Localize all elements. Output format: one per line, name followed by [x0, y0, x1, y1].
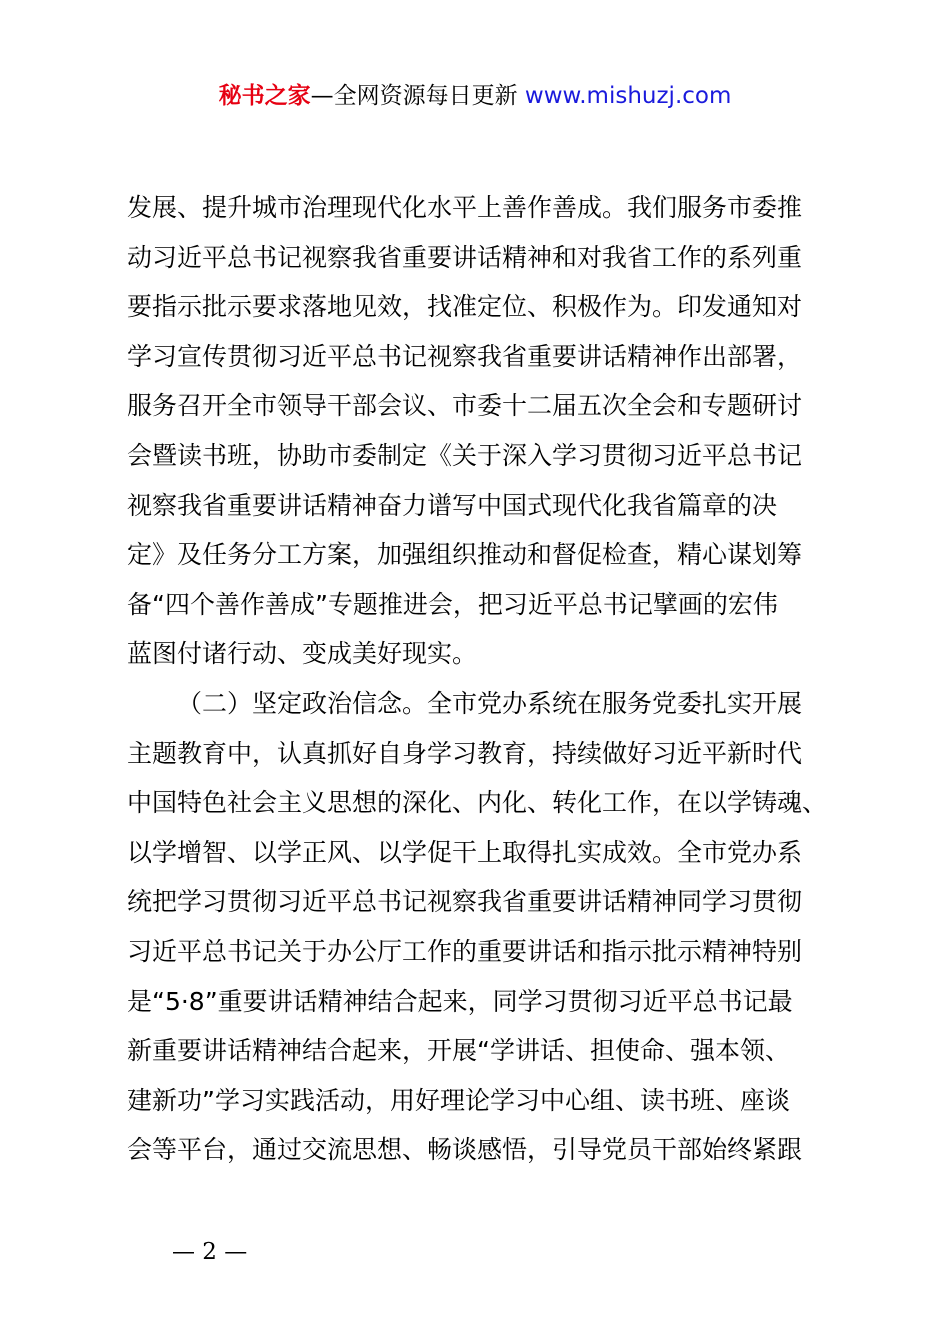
text-line: 统把学习贯彻习近平总书记视察我省重要讲话精神同学习贯彻 [127, 887, 803, 917]
text-line: 学习宣传贯彻习近平总书记视察我省重要讲话精神作出部署， [127, 341, 803, 371]
text-line: 以学增智、以学正风、以学促干上取得扎实成效。全市党办系 [127, 837, 803, 867]
text-line: 蓝图付诸行动、变成美好现实。 [127, 639, 478, 669]
text-line: 中国特色社会主义思想的深化、内化、转化工作，在以学铸魂、 [127, 788, 828, 818]
brand-name: 秘书之家 [218, 83, 311, 109]
header-tagline: —全网资源每日更新 [310, 83, 518, 109]
text-line: 动习近平总书记视察我省重要讲话精神和对我省工作的系列重 [127, 242, 803, 272]
document-body [127, 183, 837, 1175]
text-line: 新重要讲话精神结合起来，开展“学讲话、担使命、强本领、 [127, 1036, 790, 1066]
text-line: 主题教育中，认真抓好自身学习教育，持续做好习近平新时代 [127, 738, 803, 768]
text-line: 会暨读书班，协助市委制定《关于深入学习贯彻习近平总书记 [127, 440, 803, 470]
paragraph-first-line: （二）坚定政治信念。全市党办系统在服务党委扎实开展 [177, 688, 803, 718]
site-url-link[interactable]: www.mishuzj.com [524, 83, 732, 109]
text-line: 建新功”学习实践活动，用好理论学习中心组、读书班、座谈 [127, 1085, 790, 1115]
text-line: 定》及任务分工方案，加强组织推动和督促检查，精心谋划筹 [127, 540, 803, 570]
text-line: 视察我省重要讲话精神奋力谱写中国式现代化我省篇章的决 [127, 490, 778, 520]
page-header [0, 80, 950, 112]
text-line: 习近平总书记关于办公厅工作的重要讲话和指示批示精神特别 [127, 936, 803, 966]
text-line: 备“四个善作善成”专题推进会，把习近平总书记擘画的宏伟 [127, 589, 778, 619]
text-line: 要指示批示要求落地见效，找准定位、积极作为。印发通知对 [127, 292, 803, 322]
text-line: 发展、提升城市治理现代化水平上善作善成。我们服务市委推 [127, 193, 803, 222]
page-number: — 2 — [172, 1239, 248, 1265]
text-line: 是“5·8”重要讲话精神结合起来，同学习贯彻习近平总书记最 [127, 986, 793, 1016]
text-line: 会等平台，通过交流思想、畅谈感悟，引导党员干部始终紧跟 [127, 1135, 803, 1165]
text-line: 服务召开全市领导干部会议、市委十二届五次全会和专题研讨 [127, 391, 803, 421]
